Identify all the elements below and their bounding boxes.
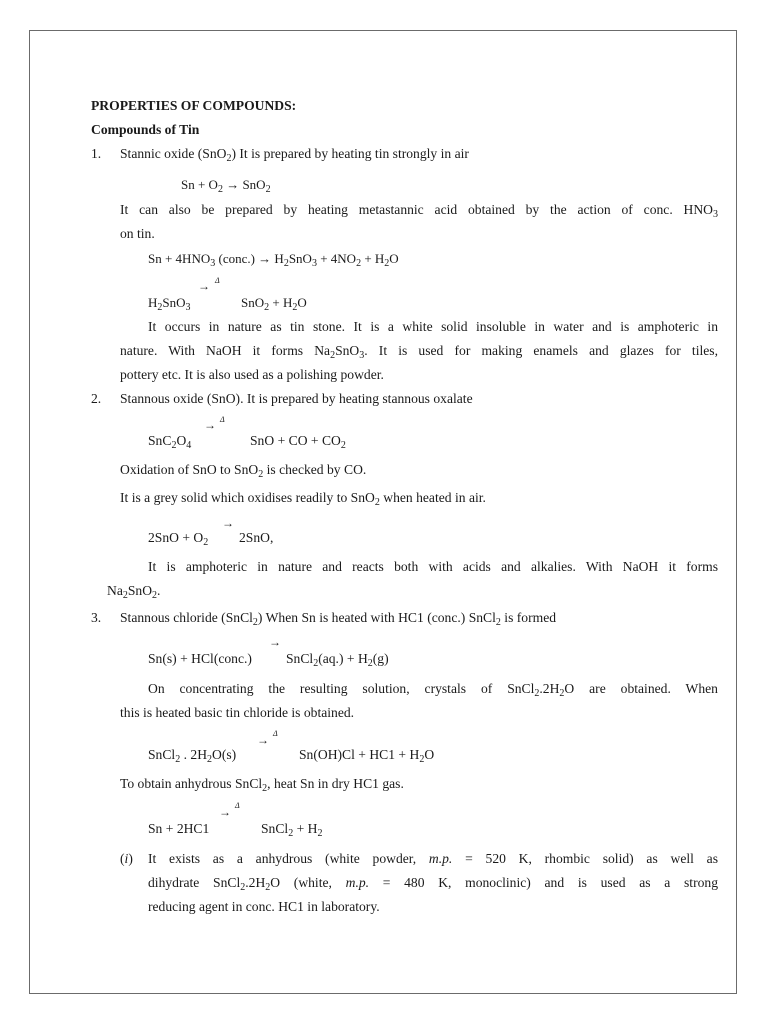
equation: SnO + CO + $CO_2$ [250, 433, 346, 451]
heat-arrow-icon: → [219, 805, 231, 819]
paragraph: Oxidation of SnO to SnO$_2$ is checked by CO. [120, 462, 367, 480]
sub-item-label: (i) [120, 851, 133, 866]
item-title: Stannous chloride (SnCl$_2$) When Sn is heated with HC1 (conc.) SnCl$_2$ is formed [120, 610, 557, 628]
paragraph: reducing agent in conc. HC1 in laboratory. [148, 899, 380, 914]
equation: $Sn + O_2 \to SnO_2$ [181, 177, 271, 195]
heat-arrow-icon: → [204, 418, 216, 432]
page-heading: PROPERTIES OF COMPOUNDS: [91, 98, 297, 113]
item-number: 1. [91, 146, 102, 161]
item-title: Stannous oxide (SnO). It is prepared by heating stannous oxalate [120, 391, 473, 406]
reaction-arrow-icon: → [222, 516, 234, 530]
equation: 2SnO, [239, 530, 274, 545]
paragraph: It occurs in nature as tin stone. It is a white solid insoluble in water and is amphoteric in [148, 319, 718, 334]
item-number: 3. [91, 610, 102, 625]
equation: Sn + 2HC1 [148, 821, 210, 836]
equation: $SnO_2 + H_2O$ [241, 295, 307, 313]
delta-symbol: Δ [215, 276, 220, 285]
delta-symbol: Δ [235, 801, 240, 810]
paragraph: It is a grey solid which oxidises readily to SnO$_2$ when heated in air. [120, 490, 486, 508]
equation: SnCl$_2$ + $H_2$ [261, 821, 323, 839]
paragraph: this is heated basic tin chloride is obtained. [120, 705, 355, 720]
equation: SnCl$_2$(aq.) + $H_2(g)$ [286, 651, 389, 669]
heat-arrow-icon: → [257, 733, 269, 747]
paragraph: To obtain anhydrous SnCl$_2$, heat Sn in dry HC1 gas. [120, 776, 404, 794]
delta-symbol: Δ [220, 415, 225, 424]
paragraph: pottery etc. It is also used as a polishing powder. [120, 367, 384, 382]
paragraph: on tin. [120, 226, 155, 241]
paragraph: $Na_2SnO_2$. [107, 583, 161, 601]
equation: Sn(s) + HCl(conc.) [148, 651, 252, 666]
equation: $H_2SnO_3$ [148, 295, 191, 313]
item-number: 2. [91, 391, 102, 406]
paragraph: It can also be prepared by heating metastannic acid obtained by the action of conc. $HNO_3$ [120, 202, 718, 220]
paragraph: nature. With NaOH it forms $Na_2SnO_3$. It is used for making enamels and glazes for tiles, [120, 343, 718, 361]
paragraph: It exists as a anhydrous (white powder, m.p. = 520 K, rhombic solid) as well as [148, 851, 718, 866]
reaction-arrow-icon: → [269, 635, 281, 649]
equation: $2SnO + O_2$ [148, 530, 209, 548]
equation: $SnC_2O_4$ [148, 433, 192, 451]
paragraph: On concentrating the resulting solution, crystals of $SnCl_2.2H_2O$ are obtained. When [148, 681, 718, 699]
section-title: Compounds of Tin [91, 122, 200, 137]
equation: $Sn(OH)Cl + HC1 + H_2O$ [299, 747, 435, 765]
item-title: Stannic oxide (SnO$_2$) It is prepared by heating tin strongly in air [120, 146, 469, 164]
heat-arrow-icon: → [198, 279, 210, 293]
equation: SnCl$_2$ . $2H_2O(s)$ [148, 747, 237, 765]
delta-symbol: Δ [273, 729, 278, 738]
paragraph: It is amphoteric in nature and reacts both with acids and alkalies. With NaOH it forms [148, 559, 718, 574]
document-page [29, 30, 737, 994]
paragraph: dihydrate $SnCl_2.2H_2O$ (white, m.p. = 480 K, monoclinic) and is used as a strong [148, 875, 718, 893]
equation: $Sn + 4HNO_3$ (conc.) → $H_2SnO_3 + 4NO_2 + H_2O$ [148, 251, 399, 269]
